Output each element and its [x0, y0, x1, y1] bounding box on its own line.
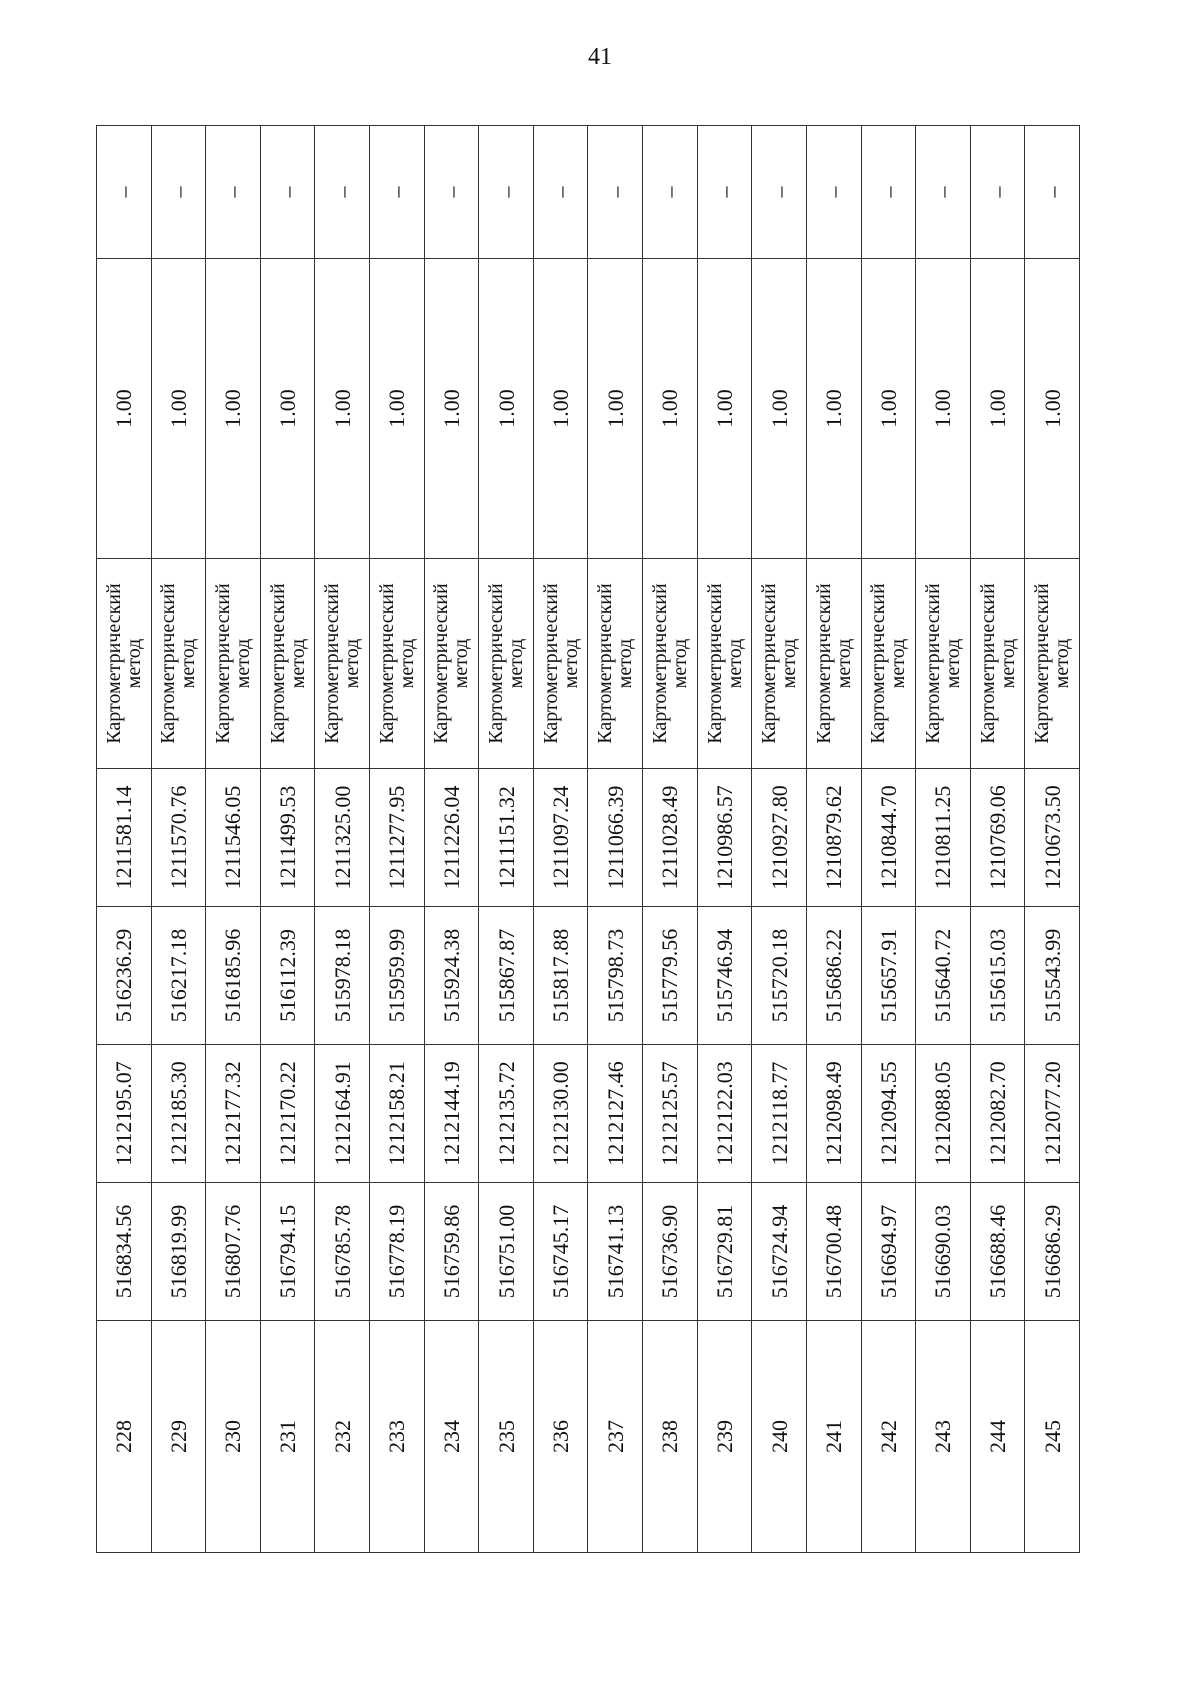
x-coordinate-cell: 515640.72 — [916, 907, 971, 1045]
description-cell: – — [424, 126, 479, 259]
x-coordinate-cell: 515686.22 — [806, 907, 861, 1045]
x-coordinate-cell: 515959.99 — [370, 907, 425, 1045]
x-coordinate-cell: 516794.15 — [260, 1183, 315, 1321]
y-coordinate-cell: 1212185.30 — [151, 1045, 206, 1183]
table-row — [206, 126, 261, 1553]
accuracy-cell: 1.00 — [697, 259, 752, 559]
point-number-cell: 237 — [588, 1321, 643, 1553]
x-coordinate-cell: 516751.00 — [479, 1183, 534, 1321]
description-cell: – — [861, 126, 916, 259]
page-number: 41 — [588, 44, 612, 70]
method-cell: Картометрический метод — [916, 559, 971, 769]
y-coordinate-cell: 1211546.05 — [206, 769, 261, 907]
accuracy-cell: 1.00 — [97, 259, 152, 559]
x-coordinate-cell: 516759.86 — [424, 1183, 479, 1321]
x-coordinate-cell: 516686.29 — [1025, 1183, 1080, 1321]
method-cell: Картометрический метод — [151, 559, 206, 769]
y-coordinate-cell: 1212130.00 — [533, 1045, 588, 1183]
x-coordinate-cell: 516688.46 — [970, 1183, 1025, 1321]
description-cell: – — [806, 126, 861, 259]
y-coordinate-cell: 1212127.46 — [588, 1045, 643, 1183]
accuracy-cell: 1.00 — [861, 259, 916, 559]
y-coordinate-cell: 1211226.04 — [424, 769, 479, 907]
method-cell: Картометрический метод — [479, 559, 534, 769]
x-coordinate-cell: 516236.29 — [97, 907, 152, 1045]
y-coordinate-cell: 1211028.49 — [643, 769, 698, 907]
table-body — [97, 126, 1080, 1553]
table-row — [151, 126, 206, 1553]
x-coordinate-cell: 515543.99 — [1025, 907, 1080, 1045]
y-coordinate-cell: 1212164.91 — [315, 1045, 370, 1183]
x-coordinate-cell: 516745.17 — [533, 1183, 588, 1321]
x-coordinate-cell: 515779.56 — [643, 907, 698, 1045]
x-coordinate-cell: 516112.39 — [260, 907, 315, 1045]
x-coordinate-cell: 516778.19 — [370, 1183, 425, 1321]
y-coordinate-cell: 1210811.25 — [916, 769, 971, 907]
description-cell: – — [970, 126, 1025, 259]
method-cell: Картометрический метод — [861, 559, 916, 769]
y-coordinate-cell: 1212094.55 — [861, 1045, 916, 1183]
x-coordinate-cell: 515798.73 — [588, 907, 643, 1045]
x-coordinate-cell: 516724.94 — [752, 1183, 807, 1321]
table-row — [916, 126, 971, 1553]
y-coordinate-cell: 1210844.70 — [861, 769, 916, 907]
point-number-cell: 241 — [806, 1321, 861, 1553]
description-cell: – — [697, 126, 752, 259]
description-cell: – — [206, 126, 261, 259]
accuracy-cell: 1.00 — [424, 259, 479, 559]
table-row — [806, 126, 861, 1553]
point-number-cell: 231 — [260, 1321, 315, 1553]
x-coordinate-cell: 516690.03 — [916, 1183, 971, 1321]
point-number-cell: 232 — [315, 1321, 370, 1553]
method-cell: Картометрический метод — [424, 559, 479, 769]
y-coordinate-cell: 1212088.05 — [916, 1045, 971, 1183]
x-coordinate-cell: 515746.94 — [697, 907, 752, 1045]
accuracy-cell: 1.00 — [260, 259, 315, 559]
accuracy-cell: 1.00 — [1025, 259, 1080, 559]
table-row — [97, 126, 152, 1553]
y-coordinate-cell: 1212177.32 — [206, 1045, 261, 1183]
accuracy-cell: 1.00 — [479, 259, 534, 559]
y-coordinate-cell: 1210986.57 — [697, 769, 752, 907]
y-coordinate-cell: 1212125.57 — [643, 1045, 698, 1183]
accuracy-cell: 1.00 — [970, 259, 1025, 559]
table-row — [260, 126, 315, 1553]
method-cell: Картометрический метод — [806, 559, 861, 769]
x-coordinate-cell: 516785.78 — [315, 1183, 370, 1321]
table-row — [370, 126, 425, 1553]
table-row — [970, 126, 1025, 1553]
accuracy-cell: 1.00 — [806, 259, 861, 559]
y-coordinate-cell: 1212144.19 — [424, 1045, 479, 1183]
x-coordinate-cell: 515924.38 — [424, 907, 479, 1045]
x-coordinate-cell: 516834.56 — [97, 1183, 152, 1321]
description-cell: – — [151, 126, 206, 259]
x-coordinate-cell: 515817.88 — [533, 907, 588, 1045]
y-coordinate-cell: 1212135.72 — [479, 1045, 534, 1183]
method-cell: Картометрический метод — [697, 559, 752, 769]
y-coordinate-cell: 1211277.95 — [370, 769, 425, 907]
table-row — [697, 126, 752, 1553]
table-row — [752, 126, 807, 1553]
point-number-cell: 243 — [916, 1321, 971, 1553]
y-coordinate-cell: 1211066.39 — [588, 769, 643, 907]
y-coordinate-cell: 1210879.62 — [806, 769, 861, 907]
y-coordinate-cell: 1211325.00 — [315, 769, 370, 907]
coordinates-table — [96, 125, 1080, 1553]
y-coordinate-cell: 1210769.06 — [970, 769, 1025, 907]
y-coordinate-cell: 1211570.76 — [151, 769, 206, 907]
description-cell: – — [315, 126, 370, 259]
x-coordinate-cell: 515615.03 — [970, 907, 1025, 1045]
description-cell: – — [752, 126, 807, 259]
method-cell: Картометрический метод — [206, 559, 261, 769]
description-cell: – — [479, 126, 534, 259]
accuracy-cell: 1.00 — [370, 259, 425, 559]
y-coordinate-cell: 1211581.14 — [97, 769, 152, 907]
table-row — [315, 126, 370, 1553]
method-cell: Картометрический метод — [315, 559, 370, 769]
y-coordinate-cell: 1212082.70 — [970, 1045, 1025, 1183]
description-cell: – — [916, 126, 971, 259]
x-coordinate-cell: 516807.76 — [206, 1183, 261, 1321]
point-number-cell: 239 — [697, 1321, 752, 1553]
description-cell: – — [370, 126, 425, 259]
x-coordinate-cell: 516729.81 — [697, 1183, 752, 1321]
y-coordinate-cell: 1212158.21 — [370, 1045, 425, 1183]
method-cell: Картометрический метод — [588, 559, 643, 769]
accuracy-cell: 1.00 — [206, 259, 261, 559]
x-coordinate-cell: 516741.13 — [588, 1183, 643, 1321]
point-number-cell: 245 — [1025, 1321, 1080, 1553]
method-cell: Картометрический метод — [370, 559, 425, 769]
point-number-cell: 228 — [97, 1321, 152, 1553]
description-cell: – — [643, 126, 698, 259]
y-coordinate-cell: 1212122.03 — [697, 1045, 752, 1183]
table-row — [1025, 126, 1080, 1553]
method-cell: Картометрический метод — [533, 559, 588, 769]
accuracy-cell: 1.00 — [643, 259, 698, 559]
y-coordinate-cell: 1212195.07 — [97, 1045, 152, 1183]
y-coordinate-cell: 1211097.24 — [533, 769, 588, 907]
point-number-cell: 235 — [479, 1321, 534, 1553]
table-row — [479, 126, 534, 1553]
y-coordinate-cell: 1211499.53 — [260, 769, 315, 907]
description-cell: – — [588, 126, 643, 259]
point-number-cell: 233 — [370, 1321, 425, 1553]
description-cell: – — [1025, 126, 1080, 259]
point-number-cell: 230 — [206, 1321, 261, 1553]
method-cell: Картометрический метод — [1025, 559, 1080, 769]
x-coordinate-cell: 516819.99 — [151, 1183, 206, 1321]
accuracy-cell: 1.00 — [151, 259, 206, 559]
y-coordinate-cell: 1211151.32 — [479, 769, 534, 907]
x-coordinate-cell: 515867.87 — [479, 907, 534, 1045]
y-coordinate-cell: 1212170.22 — [260, 1045, 315, 1183]
x-coordinate-cell: 515978.18 — [315, 907, 370, 1045]
coordinates-table-container — [96, 126, 1080, 1553]
x-coordinate-cell: 515720.18 — [752, 907, 807, 1045]
table-row — [424, 126, 479, 1553]
point-number-cell: 238 — [643, 1321, 698, 1553]
x-coordinate-cell: 516185.96 — [206, 907, 261, 1045]
description-cell: – — [533, 126, 588, 259]
point-number-cell: 242 — [861, 1321, 916, 1553]
x-coordinate-cell: 516700.48 — [806, 1183, 861, 1321]
method-cell: Картометрический метод — [970, 559, 1025, 769]
point-number-cell: 229 — [151, 1321, 206, 1553]
y-coordinate-cell: 1212077.20 — [1025, 1045, 1080, 1183]
x-coordinate-cell: 516217.18 — [151, 907, 206, 1045]
table-row — [643, 126, 698, 1553]
point-number-cell: 240 — [752, 1321, 807, 1553]
accuracy-cell: 1.00 — [752, 259, 807, 559]
method-cell: Картометрический метод — [752, 559, 807, 769]
table-row — [533, 126, 588, 1553]
method-cell: Картометрический метод — [97, 559, 152, 769]
point-number-cell: 244 — [970, 1321, 1025, 1553]
y-coordinate-cell: 1210927.80 — [752, 769, 807, 907]
accuracy-cell: 1.00 — [315, 259, 370, 559]
accuracy-cell: 1.00 — [588, 259, 643, 559]
method-cell: Картометрический метод — [643, 559, 698, 769]
description-cell: – — [260, 126, 315, 259]
x-coordinate-cell: 515657.91 — [861, 907, 916, 1045]
table-row — [861, 126, 916, 1553]
description-cell: – — [97, 126, 152, 259]
table-row — [588, 126, 643, 1553]
point-number-cell: 234 — [424, 1321, 479, 1553]
method-cell: Картометрический метод — [260, 559, 315, 769]
accuracy-cell: 1.00 — [533, 259, 588, 559]
y-coordinate-cell: 1210673.50 — [1025, 769, 1080, 907]
x-coordinate-cell: 516694.97 — [861, 1183, 916, 1321]
y-coordinate-cell: 1212118.77 — [752, 1045, 807, 1183]
point-number-cell: 236 — [533, 1321, 588, 1553]
y-coordinate-cell: 1212098.49 — [806, 1045, 861, 1183]
x-coordinate-cell: 516736.90 — [643, 1183, 698, 1321]
accuracy-cell: 1.00 — [916, 259, 971, 559]
